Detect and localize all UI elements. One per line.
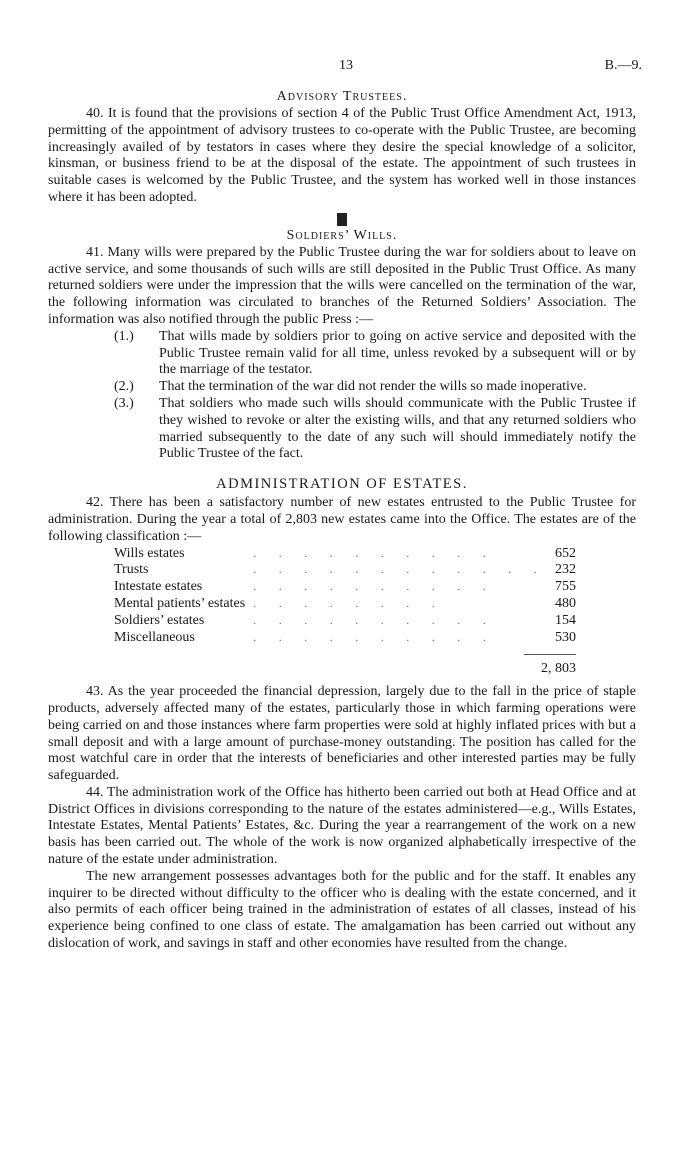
leader-dots: . . . . . . . . . . [253,631,496,644]
notice-list [48,329,636,463]
table-row [114,596,576,613]
table-row [114,562,576,579]
paragraph-40: 40. It is found that the provisions of section 4 of the Public Trust Office Amendment Act, 1913, permitting of the appointment of advisory trustees to co-operate with the Public Trustee, are becoming increasingly availed of by testators in cases where they desire the special knowledge of a solicitor, kinsman, or business friend to be at the disposal of the estate. The appointment of such trustees in suitable cases is welcomed by the Public Trustee, and the system has worked well in those instances where it has been adopted. [48,106,636,205]
notice-item [114,379,636,396]
estate-label: Miscellaneous [114,629,195,645]
estate-count: 480 [555,595,576,611]
table-row [114,546,576,563]
estate-label: Soldiers’ estates [114,612,205,628]
estate-count: 530 [555,629,576,645]
notice-item-text: That wills made by soldiers prior to going on active service and deposited with the Public Trustee remain valid for all time, unless revoked by a subsequent will or by the marriage of the testator. [159,328,636,378]
paragraph-44: 44. The administration work of the Office has hitherto been carried out both at Head Office and at District Offices in divisions corresponding to the nature of the estates administered—e.g., Wills Estates, Intestate Estates, Mental Patients’ Estates, &c. During the year a rearrangement of the work on a new basis has been carried out. The whole of the work is now organized alphabetically irrespective of the nature of the estate under administration. [48,784,636,868]
document-body [48,88,636,953]
page-number: 13 [339,58,353,73]
paragraph-43: 43. As the year proceeded the financial depression, largely due to the fall in the price of staple products, adversely affected many of the estates, particularly those in which farming operations were being carried on and those instances where farm properties were sold at highly inflated prices with but a small deposit and with a large amount of purchase-money outstanding. The position has called for the most watchful care in order that the interests of beneficiaries and other interested parties may be fully safeguarded. [48,684,636,784]
notice-item [114,396,636,463]
notice-item [114,329,636,379]
estate-count: 154 [555,612,576,628]
table-row [114,630,576,647]
estate-count: 755 [555,579,576,595]
paragraph-42: 42. There has been a satisfactory number of new estates entrusted to the Public Trustee for administration. During the year a total of 2,803 new estates came into the Office. The estates are of the following classification :— [48,495,636,544]
estate-count: 652 [555,545,576,561]
table-row [114,579,576,596]
paragraph-45: The new arrangement possesses advantages both for the public and for the staff. It enables any inquirer to be directed without difficulty to the officer who is dealing with the estate concerned, and it also permits of each officer being trained in the administration of estates of all classes, instead of his experience being confined to one class of estate. The amalgamation has been carried out without any dislocation of work, and savings in staff and other economies have resulted from the change. [48,868,636,952]
document-code: B.—9. [604,58,642,73]
leader-dots: . . . . . . . . . . [253,581,496,594]
estate-label: Intestate estates [114,579,203,595]
leader-dots: . . . . . . . . [253,597,445,610]
paragraph-41: 41. Many wills were prepared by the Public Trustee during the war for soldiers about to leave on active service, and some thousands of such wills are still deposited in the Public Trust Office. As many returned soldiers were under the impression that the wills were cancelled on the termination of the war, the following information was circulated to branches of the Returned Soldiers’ Association. The information was also notified through the public Press :— [48,244,636,327]
notice-item-number: (3.) [114,395,134,411]
estates-table [114,546,576,647]
estate-label: Mental patients’ estates [114,595,246,611]
leader-dots: . . . . . . . . . . . . [253,564,547,577]
estate-label: Trusts [114,562,149,578]
leader-dots: . . . . . . . . . . [253,614,496,627]
notice-item-number: (1.) [114,328,134,344]
notice-item-text: That soldiers who made such wills should communicate with the Public Trustee if they wished to revoke or alter the existing wills, and that any returned soldiers who married subsequently to the date of any such will should immediately notify the Public Trustee of the fact. [159,395,636,462]
administration-heading: ADMINISTRATION OF ESTATES. [216,476,468,493]
soldiers-wills-heading: Soldiers’ Wills. [286,227,398,243]
advisory-trustees-heading: Advisory Trustees. [276,89,408,104]
total-rule [524,654,576,655]
notice-item-number: (2.) [114,379,134,395]
estate-label: Wills estates [114,545,185,561]
notice-item-text: That the termination of the war did not render the wills so made inoperative. [159,379,587,395]
estate-count: 232 [555,562,576,578]
estates-total: 2, 803 [541,661,576,677]
ink-blot-mark [48,207,636,227]
leader-dots: . . . . . . . . . . [253,547,496,560]
table-row [114,613,576,630]
